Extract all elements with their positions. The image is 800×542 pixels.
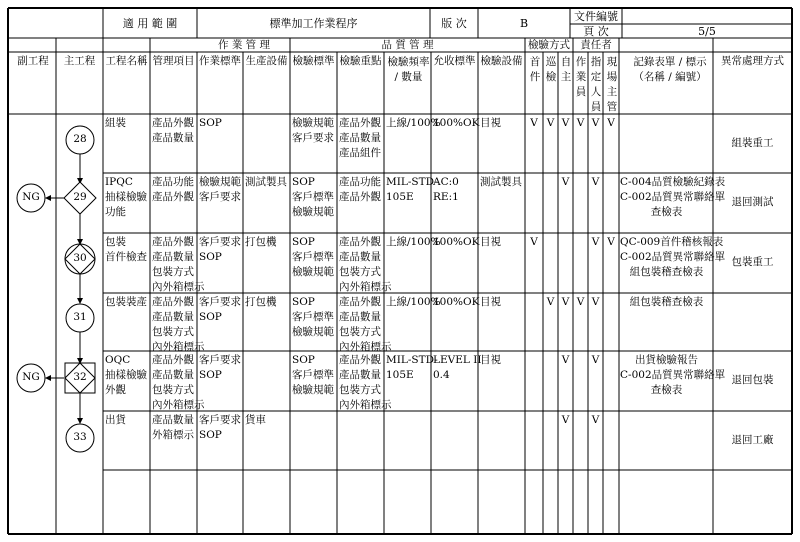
check-mark: [558, 236, 573, 250]
management-item: 產品數量: [152, 132, 194, 144]
record-form: C-002品質異常聯絡單: [620, 191, 726, 203]
work-standard: SOP: [199, 429, 222, 441]
inspection-standard: 檢驗規範: [292, 326, 334, 338]
inspection-point: 產品數量: [339, 369, 381, 381]
inspection-point: 產品組件: [339, 147, 381, 159]
check-mark: V: [607, 236, 615, 248]
check-mark: V: [607, 117, 615, 129]
check-mark: [603, 176, 619, 190]
record-form: 查檢表: [650, 384, 683, 396]
exception-handling: 包裝重工: [731, 256, 774, 268]
check-mark: [543, 236, 558, 250]
management-item: 包裝方式: [152, 326, 194, 338]
check-mark: V: [591, 236, 600, 248]
process-name: 功能: [105, 206, 126, 218]
inspection-point: 產品外觀: [339, 236, 381, 248]
work-standard: SOP: [199, 311, 222, 323]
inspection-equipment: 目視: [480, 354, 501, 366]
management-item: 包裝方式: [152, 266, 194, 278]
inspection-frequency: MIL-STD-: [386, 176, 438, 188]
col-equipment: 生產設備: [245, 55, 288, 67]
management-item: 產品數量: [152, 251, 194, 263]
management-item: 產品外觀: [152, 117, 194, 129]
inspection-standard: 客戶標準: [292, 311, 334, 323]
inspection-equipment: 目視: [480, 296, 501, 308]
inspection-point: 產品數量: [339, 132, 381, 144]
version-value: B: [519, 17, 529, 30]
inspection-point: 包裝方式: [339, 384, 381, 396]
inspection-standard: 客戶要求: [292, 132, 334, 144]
check-mark: V: [576, 296, 585, 308]
check-mark: [525, 354, 543, 368]
doc-number-label: 文件編號: [574, 10, 618, 23]
inspection-standard: SOP: [292, 296, 315, 308]
work-standard: SOP: [199, 369, 222, 381]
acceptance-standard: LEVEL II: [433, 354, 482, 366]
exception-handling: [713, 315, 792, 329]
inspection-frequency: 上線/100%: [386, 117, 441, 129]
inspection-point: 內外箱標示: [339, 399, 392, 411]
exception-handling: 退回工廠: [731, 434, 774, 446]
work-standard: 客戶要求: [199, 354, 241, 366]
inspection-point: 產品外觀: [339, 191, 381, 203]
process-step-number: 30: [73, 252, 87, 264]
check-mark: [573, 236, 588, 250]
management-item: 產品外觀: [152, 354, 194, 366]
process-step-number: 33: [73, 431, 87, 443]
process-name: 外觀: [105, 384, 126, 396]
inspection-equipment: 目視: [480, 117, 501, 129]
process-name: 包裝: [105, 236, 126, 248]
col-operator: 作 業 員: [575, 56, 587, 98]
col-management-item: 管理項目: [152, 55, 195, 67]
inspection-standard: SOP: [292, 176, 315, 188]
record-form: 查檢表: [650, 206, 683, 218]
check-mark: [573, 414, 588, 428]
inspection-point: 產品功能: [339, 176, 381, 188]
acceptance-standard: 0.4: [433, 369, 450, 381]
process-name: 組裝: [105, 117, 126, 129]
col-process-name: 工程名稱: [105, 55, 148, 67]
exception-handling: 退回測試: [731, 196, 774, 208]
check-mark: [525, 176, 543, 190]
ng-label: NG: [22, 191, 40, 203]
col-inspection-equipment: 檢驗設備: [480, 55, 523, 67]
work-standard: SOP: [199, 251, 222, 263]
exception-handling: 組裝重工: [731, 137, 774, 149]
acceptance-standard: 100%OK: [433, 117, 480, 129]
inspection-standard: 檢驗規範: [292, 206, 334, 218]
management-item: 外箱標示: [152, 429, 194, 441]
equipment: 打包機: [245, 296, 277, 308]
inspection-frequency: 105E: [386, 369, 414, 381]
scope-label: 適 用 範 圍: [122, 17, 178, 30]
check-mark: [603, 414, 619, 428]
check-mark: V: [530, 236, 538, 248]
col-records: 記錄表單 / 標示 （名稱 / 編號）: [633, 56, 707, 83]
work-standard: 客戶要求: [199, 296, 241, 308]
management-item: 產品外觀: [152, 236, 194, 248]
col-acceptance-standard: 允收標準: [433, 55, 476, 67]
inspection-method-group: 檢驗方式: [528, 39, 570, 51]
inspection-point: 產品外觀: [339, 117, 381, 129]
inspection-point: 內外箱標示: [339, 281, 392, 293]
process-name: IPQC: [105, 176, 133, 188]
check-mark: V: [576, 117, 585, 129]
acceptance-standard: 100%OK: [433, 236, 480, 248]
responsible-group: 責任者: [580, 39, 612, 51]
check-mark: [603, 296, 619, 310]
doc-number-value: [622, 10, 792, 24]
process-step-number: 31: [73, 311, 87, 323]
col-inspection-standard: 檢驗標準: [292, 55, 335, 67]
inspection-point: 包裝方式: [339, 326, 381, 338]
equipment: 打包機: [245, 236, 277, 248]
process-name: 抽樣檢驗: [105, 369, 147, 381]
check-mark: V: [591, 117, 600, 129]
equipment: 貨車: [245, 414, 266, 426]
inspection-point: 包裝方式: [339, 266, 381, 278]
process-step-number: 32: [73, 371, 87, 383]
inspection-point: 產品外觀: [339, 296, 381, 308]
check-mark: V: [561, 354, 570, 366]
process-step-number: 29: [73, 191, 87, 203]
inspection-equipment: 目視: [480, 236, 501, 248]
management-item: 產品數量: [152, 414, 194, 426]
check-mark: V: [591, 176, 600, 188]
inspection-frequency: 上線/100%: [386, 236, 441, 248]
management-item: 產品數量: [152, 369, 194, 381]
record-form: 出貨檢驗報告: [635, 354, 698, 366]
check-mark: [543, 354, 558, 368]
process-name: 包裝裝產: [105, 296, 147, 308]
inspection-standard: 客戶標準: [292, 369, 334, 381]
acceptance-standard: AC:0: [433, 176, 459, 188]
check-mark: V: [546, 117, 555, 129]
process-name: 抽樣檢驗: [105, 191, 147, 203]
check-mark: V: [591, 414, 600, 426]
management-item: 內外箱標示: [152, 281, 205, 293]
document-title: 標準加工作業程序: [269, 17, 358, 30]
inspection-point: 產品數量: [339, 251, 381, 263]
check-mark: [543, 176, 558, 190]
process-name: 出貨: [105, 414, 126, 426]
page-value: 5/5: [698, 25, 716, 38]
inspection-equipment: 測試製具: [480, 176, 522, 188]
record-form: QC-009首件稽核報表: [620, 236, 724, 248]
inspection-frequency: 105E: [386, 191, 414, 203]
col-site-supervisor: 現 場 主 管: [606, 56, 618, 113]
col-patrol-inspection: 巡 檢: [545, 56, 557, 83]
version-label: 版 次: [441, 17, 467, 30]
check-mark: V: [591, 354, 600, 366]
col-main-process: 主工程: [63, 55, 96, 67]
col-inspection-point: 檢驗重點: [339, 55, 382, 67]
col-first-article: 首 件: [529, 56, 541, 83]
inspection-standard: 客戶標準: [292, 251, 334, 263]
management-item: 產品外觀: [152, 296, 194, 308]
management-item: 產品功能: [152, 176, 194, 188]
management-item: 產品外觀: [152, 191, 194, 203]
check-mark: [525, 296, 543, 310]
work-standard: 客戶要求: [199, 191, 241, 203]
inspection-standard: SOP: [292, 354, 315, 366]
col-exception-handling: 異常處理方式: [721, 55, 784, 67]
check-mark: [603, 354, 619, 368]
check-mark: V: [546, 296, 555, 308]
management-item: 內外箱標示: [152, 399, 205, 411]
inspection-standard: 客戶標準: [292, 191, 334, 203]
record-form: C-002品質異常聯絡單: [620, 369, 726, 381]
record-form: C-002品質異常聯絡單: [620, 251, 726, 263]
record-form: 組包裝稽查檢表: [629, 266, 704, 278]
check-mark: V: [561, 414, 570, 426]
inspection-point: 產品外觀: [339, 354, 381, 366]
exception-handling: 退回包裝: [731, 374, 774, 386]
work-standard: 客戶要求: [199, 414, 241, 426]
check-mark: V: [591, 296, 600, 308]
inspection-standard: SOP: [292, 236, 315, 248]
col-self-inspection: 自 主: [560, 56, 572, 83]
management-item: 內外箱標示: [152, 341, 205, 353]
col-inspection-frequency: 檢驗頻率 / 數量: [387, 56, 430, 83]
col-designated-person: 指 定 人 員: [590, 56, 602, 113]
process-name: 首件檢查: [105, 251, 147, 263]
col-work-standard: 作業標準: [199, 55, 241, 67]
management-item: 包裝方式: [152, 384, 194, 396]
record-form: 組包裝稽查檢表: [629, 296, 704, 308]
management-item: 產品數量: [152, 311, 194, 323]
work-standard: 客戶要求: [199, 236, 241, 248]
check-mark: [573, 354, 588, 368]
acceptance-standard: RE:1: [433, 191, 459, 203]
work-management-group: 作 業 管 理: [217, 39, 270, 51]
work-standard: SOP: [199, 117, 222, 129]
page-label: 頁 次: [583, 25, 609, 38]
work-standard: 檢驗規範: [199, 176, 241, 188]
inspection-standard: 檢驗規範: [292, 384, 334, 396]
inspection-point: 產品數量: [339, 311, 381, 323]
equipment: 測試製具: [245, 176, 287, 188]
inspection-frequency: 上線/100%: [386, 296, 441, 308]
inspection-frequency: MIL-STD-: [386, 354, 438, 366]
check-mark: [573, 176, 588, 190]
process-step-number: 28: [73, 133, 87, 145]
inspection-standard: 檢驗規範: [292, 266, 334, 278]
check-mark: V: [530, 117, 538, 129]
col-sub-process: 副工程: [17, 55, 49, 67]
check-mark: V: [561, 296, 570, 308]
inspection-point: 內外箱標示: [339, 341, 392, 353]
process-name: OQC: [105, 354, 131, 366]
check-mark: [543, 414, 558, 428]
record-form: C-004品質檢驗紀錄表: [620, 176, 726, 188]
ng-label: NG: [22, 371, 40, 383]
acceptance-standard: 100%OK: [433, 296, 480, 308]
inspection-standard: 檢驗規範: [292, 117, 334, 129]
check-mark: [525, 414, 543, 428]
quality-management-group: 品 質 管 理: [381, 39, 434, 51]
check-mark: V: [561, 117, 570, 129]
check-mark: V: [561, 176, 570, 188]
